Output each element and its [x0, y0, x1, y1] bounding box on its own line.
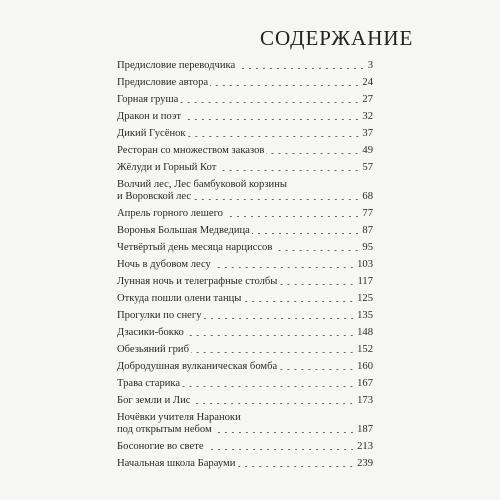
toc-entry-page: 57: [362, 162, 373, 173]
toc-entry-title: Начальная школа Барауми: [117, 458, 236, 469]
dot-leader: [180, 102, 360, 103]
toc-entry: [117, 208, 373, 220]
toc-entry-title: под открытым небом: [117, 424, 212, 435]
toc-entry-title: Ресторан со множеством заказов: [117, 145, 265, 156]
dot-leader: [182, 386, 355, 387]
toc-entry-title: Дракон и поэт: [117, 111, 182, 122]
dot-leader: [191, 352, 355, 353]
toc-entry-page: 68: [362, 191, 373, 202]
toc-entry: [117, 412, 373, 436]
toc-entry-page: 125: [357, 293, 373, 304]
toc-entry-page: 27: [362, 94, 373, 105]
dot-leader: [206, 449, 356, 450]
toc-entry: [117, 145, 373, 157]
toc-entry-page: 167: [357, 378, 373, 389]
toc-entry-title: Лунная ночь и телеграфные столбы: [117, 276, 278, 287]
dot-leader: [252, 233, 361, 234]
dot-leader: [213, 267, 355, 268]
toc-entry-title: Бог земли и Лис: [117, 395, 191, 406]
dot-leader: [225, 216, 360, 217]
toc-entry-page: 37: [362, 128, 373, 139]
dot-leader: [214, 432, 355, 433]
dot-leader: [266, 153, 360, 154]
toc-entry-page: 24: [362, 77, 373, 88]
toc-entry: [117, 77, 373, 89]
toc-entry-title: Обезьяний гриб: [117, 344, 189, 355]
toc-entry: [117, 378, 373, 390]
toc-entry: [117, 327, 373, 339]
toc-entry-page: 187: [357, 424, 373, 435]
toc-entry-title: Добродушная вулканическая бомба: [117, 361, 278, 372]
toc-entry: [117, 179, 373, 203]
toc-entry-page: 135: [357, 310, 373, 321]
toc-entry-page: 239: [357, 458, 373, 469]
toc-entry-title: Апрель горного лешего: [117, 208, 223, 219]
toc-entry-page: 95: [362, 242, 373, 253]
toc-entry-page: 3: [367, 60, 373, 71]
toc-entry-title: Предисловие переводчика: [117, 60, 236, 71]
toc-entry-title: Прогулки по снегу: [117, 310, 202, 321]
toc-entry-page: 49: [362, 145, 373, 156]
toc-entry-title: Четвёртый день месяца нарциссов: [117, 242, 273, 253]
dot-leader: [186, 335, 355, 336]
toc-entry-page: 173: [357, 395, 373, 406]
toc-entry-title: Жёлуди и Горный Кот: [117, 162, 217, 173]
toc-entry-title-line1: Волчий лес, Лес бамбуковой корзины: [117, 179, 288, 190]
dot-leader: [193, 199, 360, 200]
toc-entry-page: 213: [357, 441, 373, 452]
toc-entry: [117, 111, 373, 123]
toc-entry: [117, 162, 373, 174]
table-of-contents: [117, 60, 373, 470]
toc-entry: [117, 94, 373, 106]
toc-entry: [117, 361, 373, 373]
toc-entry: [117, 259, 373, 271]
toc-entry: [117, 441, 373, 453]
dot-leader: [274, 250, 360, 251]
toc-entry-title: Откуда пошли олени танцы: [117, 293, 242, 304]
toc-entry-page: 77: [362, 208, 373, 219]
toc-entry-title: Предисловие автора: [117, 77, 209, 88]
dot-leader: [279, 284, 355, 285]
toc-entry: [117, 60, 373, 72]
toc-entry: [117, 128, 373, 140]
dot-leader: [192, 403, 355, 404]
dot-leader: [243, 301, 355, 302]
toc-entry: [117, 293, 373, 305]
toc-entry: [117, 310, 373, 322]
dot-leader: [204, 318, 356, 319]
dot-leader: [279, 369, 355, 370]
toc-entry-page: 152: [357, 344, 373, 355]
toc-entry: [117, 242, 373, 254]
dot-leader: [210, 85, 360, 86]
toc-entry: [117, 225, 373, 237]
toc-entry-title: Ночь в дубовом лесу: [117, 259, 211, 270]
toc-entry: [117, 458, 373, 470]
toc-entry-title: Горная груша: [117, 94, 179, 105]
toc-entry-title: Воронья Большая Медведица: [117, 225, 250, 236]
toc-entry-page: 148: [357, 327, 373, 338]
toc-entry-title-line1: Ночёвки учителя Нараноки: [117, 412, 241, 423]
dot-leader: [218, 170, 360, 171]
dot-leader: [188, 136, 361, 137]
dot-leader: [237, 466, 355, 467]
toc-entry-page: 103: [357, 259, 373, 270]
toc-entry-title: Босоногие во свете: [117, 441, 204, 452]
toc-entry: [117, 344, 373, 356]
toc-entry-title: Дзасики-бокко: [117, 327, 184, 338]
toc-entry-page: 117: [357, 276, 373, 287]
dot-leader: [237, 68, 365, 69]
toc-entry-page: 32: [362, 111, 373, 122]
dot-leader: [183, 119, 360, 120]
toc-entry: [117, 276, 373, 288]
toc-entry-page: 160: [357, 361, 373, 372]
toc-entry-title: Дикий Гусёнок: [117, 128, 186, 139]
toc-entry-page: 87: [362, 225, 373, 236]
toc-entry-title: и Воровской лес: [117, 191, 192, 202]
toc-entry-title: Трава старика: [117, 378, 181, 389]
toc-entry: [117, 395, 373, 407]
page-title: СОДЕРЖАНИЕ: [260, 26, 414, 50]
